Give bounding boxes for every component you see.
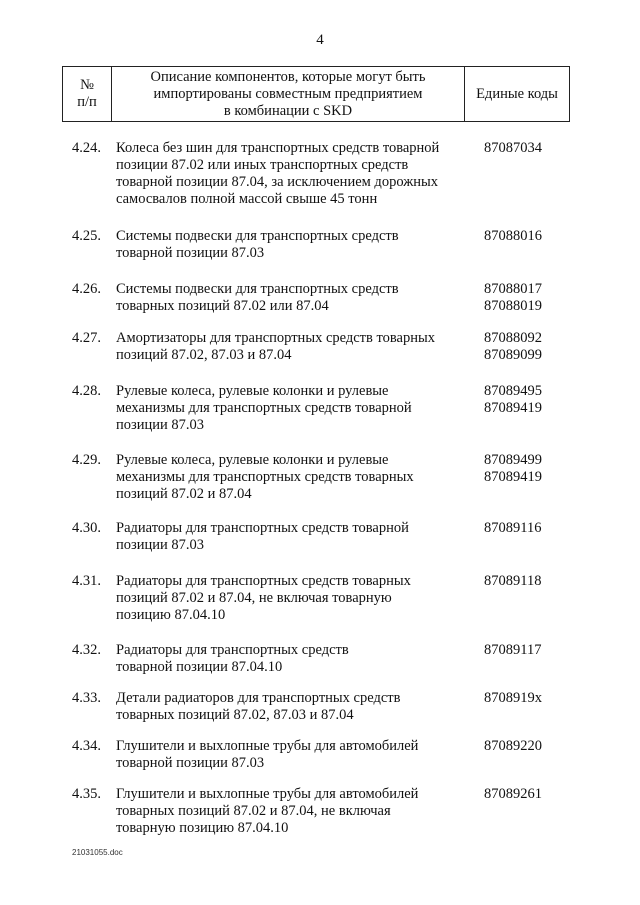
row-number: 4.35. [72,786,101,802]
row-number: 4.24. [72,140,101,156]
row-number: 4.26. [72,281,101,297]
description-line: товарной позиции 87.03 [116,755,265,771]
description-line: товарной позиции 87.04, за исключением дорожных [116,174,438,190]
row-number: 4.27. [72,330,101,346]
unified-code: 87088019 [484,298,542,314]
header-desc-cell [112,67,465,122]
description-line: Рулевые колеса, рулевые колонки и рулевые [116,452,389,468]
description-line: механизмы для транспортных средств товарных [116,469,414,485]
description-line: товарной позиции 87.03 [116,245,265,261]
row-number: 4.31. [72,573,101,589]
row-description [116,642,460,676]
header-desc-line: Описание компонентов, которые могут быть [150,68,426,85]
row-number: 4.28. [72,383,101,399]
table-header [62,66,570,122]
row-description [116,786,460,837]
description-line: механизмы для транспортных средств товарной [116,400,412,416]
unified-code: 87089117 [484,642,542,658]
description-line: Радиаторы для транспортных средств товарной [116,520,409,536]
description-line: позиций 87.02, 87.03 и 87.04 [116,347,292,363]
row-codes [484,228,564,245]
unified-code: 8708919х [484,690,542,706]
header-desc-line: импортированы совместным предприятием [153,85,423,102]
row-codes [484,573,564,590]
row-description [116,228,460,262]
unified-code: 87089116 [484,520,542,536]
description-line: Колеса без шин для транспортных средств товарной [116,140,440,156]
description-line: товарных позиций 87.02 или 87.04 [116,298,329,314]
row-codes [484,520,564,537]
row-description [116,520,460,554]
row-number: 4.25. [72,228,101,244]
row-description [116,281,460,315]
header-num-line: № [80,77,94,93]
row-number: 4.34. [72,738,101,754]
row-codes [484,383,564,417]
description-line: Глушители и выхлопные трубы для автомобилей [116,786,419,802]
header-codes-cell: Единые коды [465,67,570,122]
row-codes [484,642,564,659]
header-desc-line: в комбинации с SKD [223,102,353,119]
description-line: позиций 87.02 и 87.04 [116,486,252,502]
description-line: Системы подвески для транспортных средств [116,228,399,244]
description-line: позиций 87.02 и 87.04, не включая товарную [116,590,392,606]
row-number: 4.33. [72,690,101,706]
row-codes [484,330,564,364]
row-number: 4.30. [72,520,101,536]
description-line: Радиаторы для транспортных средств [116,642,349,658]
unified-code: 87089495 [484,383,542,399]
header-num-cell [63,67,112,122]
unified-code: 87089099 [484,347,542,363]
description-line: Радиаторы для транспортных средств товарных [116,573,411,589]
unified-code: 87088016 [484,228,542,244]
row-codes [484,786,564,803]
unified-code: 87088017 [484,281,542,297]
unified-code: 87089118 [484,573,542,589]
row-number: 4.29. [72,452,101,468]
description-line: Амортизаторы для транспортных средств товарных [116,330,435,346]
description-line: товарную позицию 87.04.10 [116,820,289,836]
unified-code: 87089419 [484,400,542,416]
row-description [116,690,460,724]
row-description [116,452,460,503]
description-line: Рулевые колеса, рулевые колонки и рулевые [116,383,389,399]
row-description [116,738,460,772]
description-line: Глушители и выхлопные трубы для автомобилей [116,738,419,754]
description-line: самосвалов полной массой свыше 45 тонн [116,191,378,207]
row-description [116,140,460,208]
unified-code: 87089220 [484,738,542,754]
description-line: позиции 87.03 [116,417,205,433]
unified-code: 87089419 [484,469,542,485]
unified-code: 87088092 [484,330,542,346]
description-line: Детали радиаторов для транспортных средств [116,690,401,706]
row-codes [484,690,564,707]
description-line: товарных позиций 87.02 и 87.04, не включая [116,803,391,819]
unified-code: 87089261 [484,786,542,802]
row-description [116,573,460,624]
description-line: товарной позиции 87.04.10 [116,659,283,675]
description-line: Системы подвески для транспортных средств [116,281,399,297]
row-number: 4.32. [72,642,101,658]
row-codes [484,452,564,486]
unified-code: 87089499 [484,452,542,468]
unified-code: 87087034 [484,140,542,156]
page-number: 4 [316,32,324,48]
row-codes [484,738,564,755]
description-line: позиции 87.02 или иных транспортных средств [116,157,409,173]
row-description [116,383,460,434]
row-description [116,330,460,364]
header-num-line: п/п [77,94,97,110]
description-line: позиции 87.03 [116,537,205,553]
description-line: товарных позиций 87.02, 87.03 и 87.04 [116,707,354,723]
row-codes [484,140,564,157]
footer-filename: 21031055.doc [72,848,123,857]
row-codes [484,281,564,315]
description-line: позицию 87.04.10 [116,607,226,623]
